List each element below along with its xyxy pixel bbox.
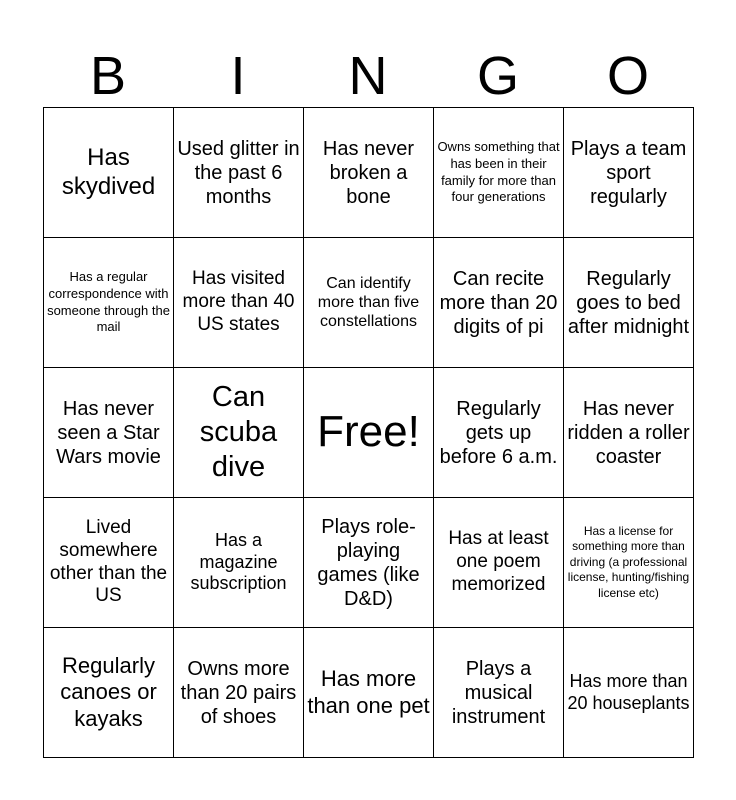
bingo-cell[interactable]: Has visited more than 40 US states: [174, 238, 304, 368]
bingo-cell[interactable]: Has more than 20 houseplants: [564, 628, 694, 758]
bingo-cell[interactable]: Has more than one pet: [304, 628, 434, 758]
bingo-cell[interactable]: Regularly canoes or kayaks: [44, 628, 174, 758]
bingo-cell[interactable]: Has a regular correspondence with someone through the mail: [44, 238, 174, 368]
grid-row: [44, 108, 694, 238]
bingo-cell[interactable]: Has a magazine subscription: [174, 498, 304, 628]
bingo-cell[interactable]: Can recite more than 20 digits of pi: [434, 238, 564, 368]
bingo-cell[interactable]: Has never seen a Star Wars movie: [44, 368, 174, 498]
bingo-cell[interactable]: Has at least one poem memorized: [434, 498, 564, 628]
bingo-cell[interactable]: Lived somewhere other than the US: [44, 498, 174, 628]
bingo-cell[interactable]: Can identify more than five constellations: [304, 238, 434, 368]
bingo-header: [43, 44, 693, 108]
header-letter-o: O: [606, 46, 649, 106]
bingo-cell[interactable]: Plays role-playing games (like D&D): [304, 498, 434, 628]
bingo-cell[interactable]: Owns something that has been in their family for more than four generations: [434, 108, 564, 238]
header-letter-n: N: [348, 46, 388, 106]
bingo-cell[interactable]: Has a license for something more than driving (a professional license, hunting/fishing license etc): [564, 498, 694, 628]
bingo-cell[interactable]: Has never ridden a roller coaster: [564, 368, 694, 498]
grid-row: [44, 368, 694, 498]
grid-row: [44, 628, 694, 758]
bingo-cell[interactable]: Owns more than 20 pairs of shoes: [174, 628, 304, 758]
bingo-cell[interactable]: Plays a musical instrument: [434, 628, 564, 758]
grid-row: [44, 498, 694, 628]
header-letter-b: B: [89, 46, 127, 106]
bingo-grid: [43, 107, 694, 758]
bingo-cell[interactable]: Used glitter in the past 6 months: [174, 108, 304, 238]
bingo-cell[interactable]: Plays a team sport regularly: [564, 108, 694, 238]
grid-row: [44, 238, 694, 368]
bingo-cell[interactable]: Has skydived: [44, 108, 174, 238]
free-cell[interactable]: Free!: [304, 368, 434, 498]
bingo-cell[interactable]: Can scuba dive: [174, 368, 304, 498]
header-letter-g: G: [476, 46, 519, 106]
bingo-cell[interactable]: Has never broken a bone: [304, 108, 434, 238]
bingo-cell[interactable]: Regularly gets up before 6 a.m.: [434, 368, 564, 498]
header-letter-i: I: [230, 46, 246, 106]
bingo-cell[interactable]: Regularly goes to bed after midnight: [564, 238, 694, 368]
